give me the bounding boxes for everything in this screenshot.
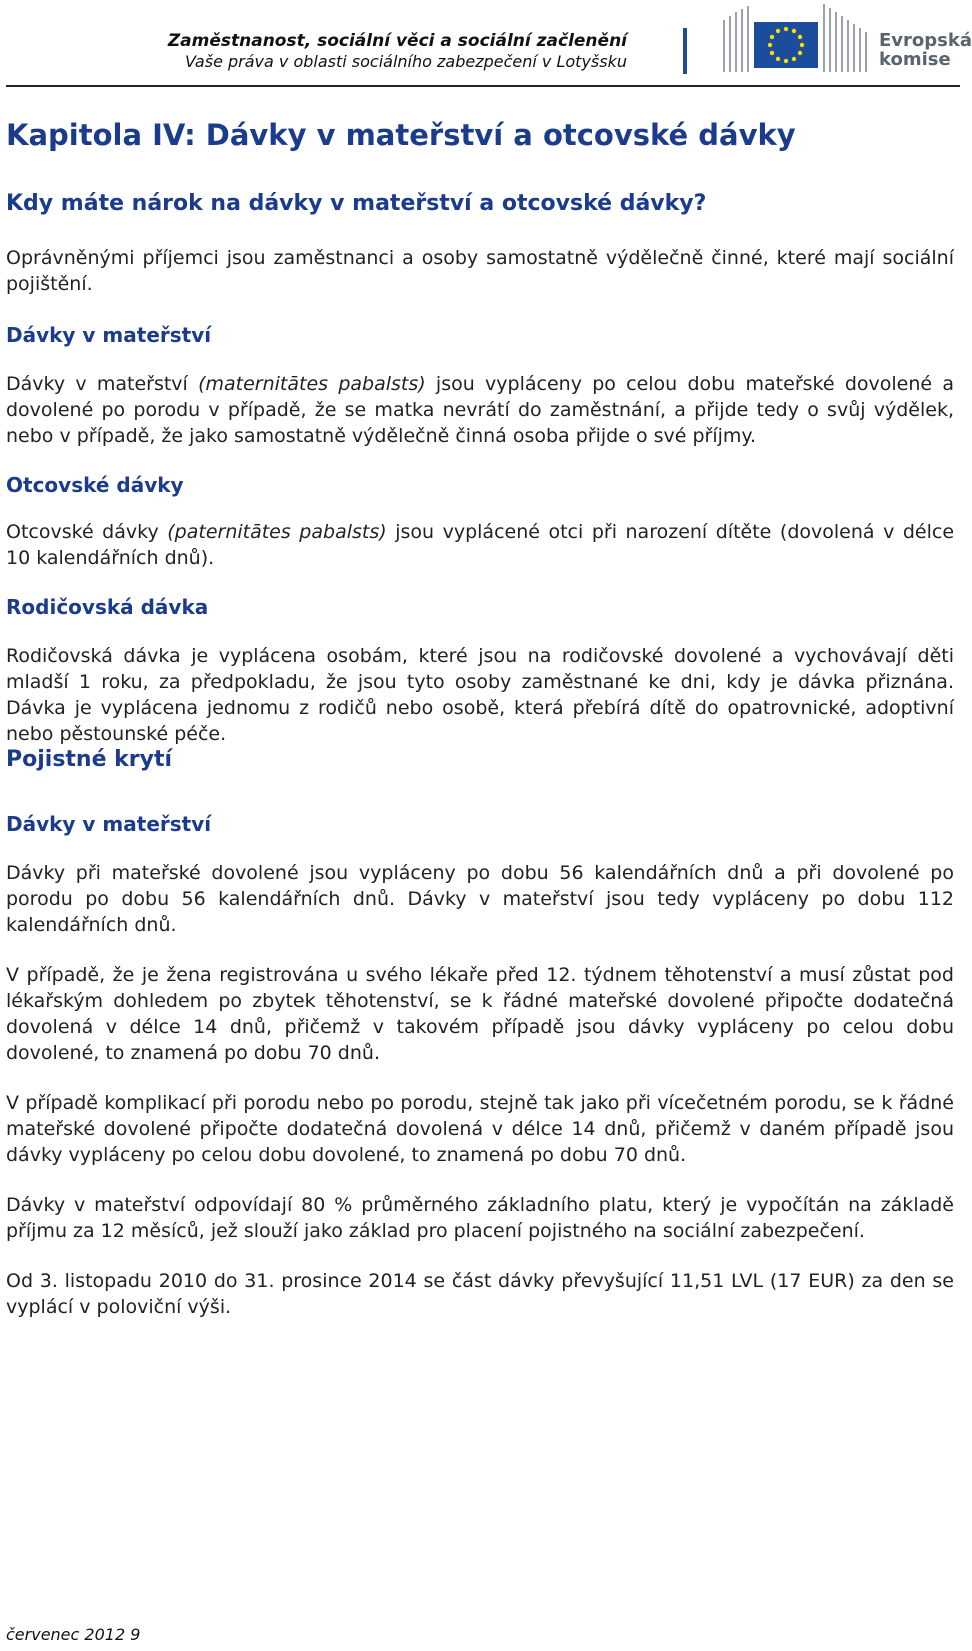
- coverage-paragraph-4: Dávky v mateřství odpovídají 80 % průměrného základního platu, který je vypočítán na základě příjmu za 12 měsíců, jež slouží jako základ pro placení pojistného na sociální zabezpečení.: [6, 1193, 954, 1242]
- coverage-paragraph-2: V případě, že je žena registrována u svého lékaře před 12. týdnem těhotenství a musí zůstat pod lékařským dohledem po zbytek těhotenství, se k řádné mateřské dovolené připočte dodatečná dovolená v délce 14 dnů, přičemž v takovém případě jsou dávky vypláceny po celou dobu dovolené, to znamená po dobu 70 dnů.: [6, 963, 954, 1064]
- header-title: Zaměstnanost, sociální věci a sociální začlenění: [167, 31, 627, 51]
- page-header: [0, 0, 972, 88]
- paternity-term: (paternitātes pabalsts): [167, 521, 387, 544]
- maternity-text-a: Dávky v mateřství: [6, 373, 199, 396]
- maternity-paragraph: [6, 371, 954, 449]
- logo-line-1: Evropská: [879, 30, 972, 51]
- document-body: [6, 118, 954, 1320]
- parental-heading: Rodičovská dávka: [6, 595, 209, 620]
- paternity-paragraph: [6, 519, 954, 571]
- page-footer: červenec 2012 9: [6, 1625, 141, 1644]
- header-divider: [683, 28, 687, 74]
- maternity-term: (maternitātes pabalsts): [198, 373, 426, 396]
- header-subtitle: Vaše práva v oblasti sociálního zabezpečení v Lotyšsku: [185, 52, 627, 72]
- chapter-title: Kapitola IV: Dávky v mateřství a otcovské dávky: [6, 118, 796, 152]
- logo-line-2: komise: [879, 48, 951, 70]
- header-rule: [6, 85, 960, 87]
- intro-paragraph: Oprávněnými příjemci jsou zaměstnanci a osoby samostatně výdělečně činné, které mají sociální pojištění.: [6, 247, 954, 296]
- paternity-heading: Otcovské dávky: [6, 473, 184, 498]
- coverage-maternity-heading: Dávky v mateřství: [6, 811, 212, 836]
- coverage-paragraph-1: Dávky při mateřské dovolené jsou vypláceny po dobu 56 kalendářních dnů a při dovolené po porodu po dobu 56 kalendářních dnů. Dávky v mateřství jsou tedy vypláceny po dobu 112 kalendářních dnů.: [6, 861, 954, 936]
- coverage-heading: Pojistné krytí: [6, 747, 173, 773]
- maternity-text-b: jsou vypláceny po celou dobu mateřské dovolené a dovolené po porodu v případě, že se matka nevrátí do zaměstnání, a přijde tedy o svůj výdělek, nebo v případě, že jako samostatně výdělečně činná osoba přijde o své příjmy.: [6, 373, 954, 448]
- parental-paragraph: Rodičovská dávka je vyplácena osobám, které jsou na rodičovské dovolené a vychovávají děti mladší 1 roku, za předpokladu, že jsou tyto osoby zaměstnané ke dni, kdy je dávka přiznána. Dávka je vyplácena jednomu z rodičů nebo osobě, která přebírá dítě do opatrovnické, adoptivní nebo pěstounské péče.: [6, 645, 954, 746]
- paternity-text-b: jsou vyplácené otci při narození dítěte (dovolená v délce 10 kalendářních dnů).: [6, 521, 955, 570]
- european-commission-logo: [724, 0, 972, 80]
- logo-text: [879, 32, 972, 70]
- coverage-paragraph-3: V případě komplikací při porodu nebo po porodu, stejně tak jako při vícečetném porodu, se k řádné mateřské dovolené připočte dodatečná dovolená v délce 14 dnů, přičemž v daném případě jsou dávky vypláceny po celou dobu dovolené, to znamená po dobu 70 dnů.: [6, 1091, 954, 1166]
- header-text-block: [168, 30, 627, 73]
- maternity-heading: Dávky v mateřství: [6, 323, 212, 348]
- paternity-text-a: Otcovské dávky: [6, 521, 168, 544]
- coverage-paragraph-5: Od 3. listopadu 2010 do 31. prosince 2014 se část dávky převyšující 11,51 LVL (17 EUR) za den se vyplácí v poloviční výši.: [6, 1269, 954, 1318]
- question-heading: Kdy máte nárok na dávky v mateřství a otcovské dávky?: [6, 190, 707, 216]
